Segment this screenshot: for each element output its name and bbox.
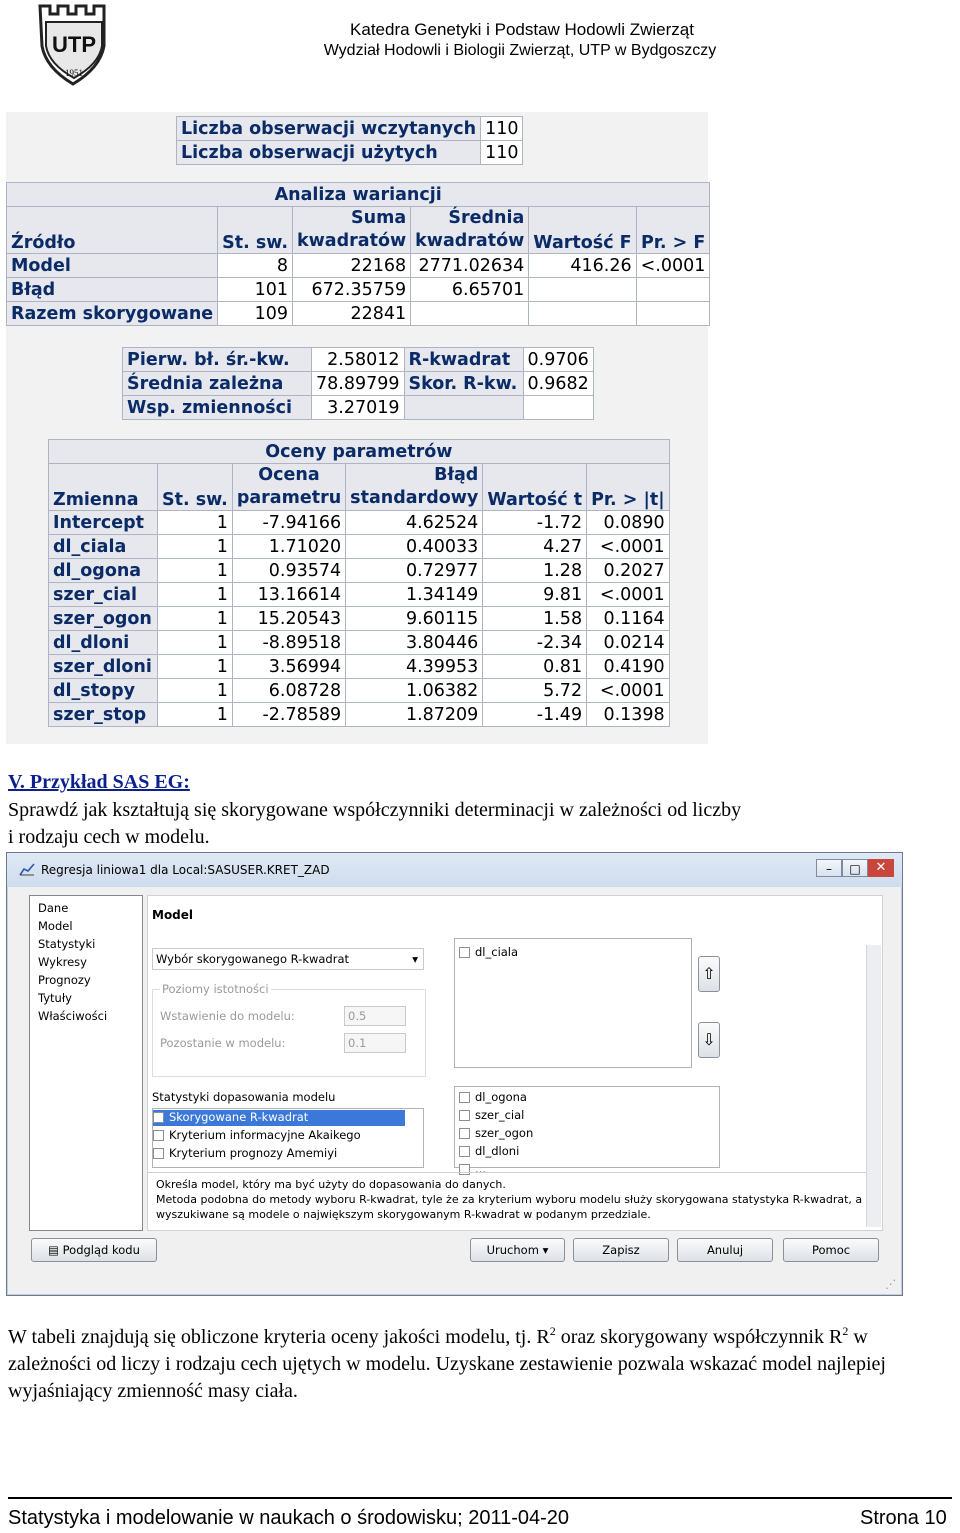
params-cell: 1.71020	[232, 535, 345, 559]
fit-label	[404, 396, 523, 420]
params-row	[49, 559, 670, 583]
params-cell: 0.81	[483, 655, 587, 679]
parameter-estimates-table	[48, 439, 670, 727]
anova-cell	[529, 278, 636, 302]
anova-cell	[411, 302, 529, 326]
params-cell: -2.78589	[232, 703, 345, 727]
params-cell: 0.1398	[587, 703, 670, 727]
params-cell: 1	[158, 511, 233, 535]
fit-stats-label: Statystyki dopasowania modelu	[152, 1090, 336, 1104]
dialog-titlebar[interactable]	[7, 853, 902, 887]
params-header: Błąd standardowy	[346, 464, 483, 511]
params-cell: 1.87209	[346, 703, 483, 727]
params-cell: 0.2027	[587, 559, 670, 583]
anova-cell: 6.65701	[411, 278, 529, 302]
maximize-icon[interactable]: □	[842, 859, 868, 877]
obs-used-value: 110	[481, 141, 523, 165]
params-cell: -8.89518	[232, 631, 345, 655]
anova-cell: <.0001	[636, 254, 710, 278]
params-cell: 4.39953	[346, 655, 483, 679]
fit-stat-item[interactable]: Kryterium informacyjne Akaikego	[153, 1128, 361, 1142]
chevron-down-icon: ▾	[412, 952, 418, 966]
cancel-button[interactable]: Anuluj	[677, 1238, 773, 1262]
params-cell: 1	[158, 655, 233, 679]
params-cell: 1	[158, 607, 233, 631]
fit-label: Średnia zależna	[123, 372, 312, 396]
save-button[interactable]: Zapisz	[573, 1238, 669, 1262]
anova-header: Wartość F	[529, 207, 636, 254]
footer-left: Statystyka i modelowanie w naukach o środowisku; 2011-04-20	[8, 1507, 570, 1529]
footer-divider	[8, 1497, 952, 1499]
obs-read-value: 110	[481, 117, 523, 141]
anova-table	[6, 182, 710, 326]
var-item[interactable]: szer_ogon	[459, 1126, 533, 1140]
params-cell: <.0001	[587, 535, 670, 559]
anova-cell	[529, 302, 636, 326]
scrollbar[interactable]	[866, 945, 881, 1227]
chart-app-icon	[19, 862, 35, 876]
paragraph-1-line-2: i rodzaju cech w modelu.	[8, 826, 210, 848]
params-cell: 0.93574	[232, 559, 345, 583]
fit-label: Skor. R-kw.	[404, 372, 523, 396]
panel-title: Model	[152, 908, 194, 922]
stay-label: Pozostanie w modelu:	[160, 1036, 286, 1050]
params-cell: 9.60115	[346, 607, 483, 631]
params-cell: 1.58	[483, 607, 587, 631]
move-up-icon[interactable]: ⇧	[698, 956, 720, 992]
nav-item-dane[interactable]: Dane	[38, 901, 69, 915]
available-vars-list	[454, 1086, 720, 1176]
params-header: St. sw.	[158, 464, 233, 511]
anova-cell: 22841	[293, 302, 411, 326]
anova-header: Źródło	[7, 207, 218, 254]
params-header: Ocena parametru	[232, 464, 345, 511]
info-line-3: wyszukiwane są modele o największym skorygowanym R-kwadrat w podanym przedziale.	[156, 1208, 651, 1221]
params-cell: dl_dloni	[49, 631, 158, 655]
utp-logo	[32, 2, 116, 88]
obs-read-label: Liczba obserwacji wczytanych	[177, 117, 481, 141]
info-line-1: Określa model, który ma być użyty do dopasowania do danych.	[156, 1178, 506, 1191]
params-cell: 1.06382	[346, 679, 483, 703]
params-header: Zmienna	[49, 464, 158, 511]
params-cell: 6.08728	[232, 679, 345, 703]
var-item[interactable]: ...	[459, 1162, 486, 1176]
nav-item-wykresy[interactable]: Wykresy	[38, 955, 87, 969]
levels-label: Poziomy istotności	[162, 982, 269, 996]
fit-value	[523, 396, 593, 420]
fit-value: 3.27019	[312, 396, 405, 420]
anova-cell	[636, 302, 710, 326]
params-cell: 0.0890	[587, 511, 670, 535]
params-cell: 13.16614	[232, 583, 345, 607]
dialog-title: Regresja liniowa1 dla Local:SASUSER.KRET_ZAD	[41, 863, 330, 877]
resize-grip-icon[interactable]: ⋰	[885, 1277, 897, 1291]
params-cell: 3.56994	[232, 655, 345, 679]
params-cell: 4.27	[483, 535, 587, 559]
nav-item-model[interactable]: Model	[38, 919, 73, 933]
fit-stat-item[interactable]: Kryterium prognozy Amemiyi	[153, 1146, 337, 1160]
anova-cell: 2771.02634	[411, 254, 529, 278]
paragraph-1-line-1: Sprawdź jak kształtują się skorygowane współczynniki determinacji w zależności od liczby	[8, 799, 742, 821]
params-cell: 1	[158, 535, 233, 559]
params-header: Wartość t	[483, 464, 587, 511]
anova-cell: Model	[7, 254, 218, 278]
page-number: Strona 10	[860, 1507, 947, 1529]
anova-header: St. sw.	[218, 207, 293, 254]
fit-value: 0.9682	[523, 372, 593, 396]
section-title: V. Przykład SAS EG:	[8, 771, 190, 793]
anova-cell: 22168	[293, 254, 411, 278]
fit-statistics-table	[122, 347, 594, 420]
params-cell: dl_ciala	[49, 535, 158, 559]
fit-value: 2.58012	[312, 348, 405, 372]
params-cell: 5.72	[483, 679, 587, 703]
params-cell: 1	[158, 679, 233, 703]
model-panel	[147, 895, 883, 1231]
minimize-icon[interactable]: –	[816, 859, 842, 877]
selected-var-item[interactable]: dl_ciala	[459, 945, 518, 959]
params-cell: 0.4190	[587, 655, 670, 679]
fit-value: 78.89799	[312, 372, 405, 396]
nav-item-prognozy[interactable]: Prognozy	[38, 973, 91, 987]
params-cell: szer_ogon	[49, 607, 158, 631]
anova-cell: 416.26	[529, 254, 636, 278]
sas-output-screenshot	[6, 112, 708, 744]
params-cell: 0.72977	[346, 559, 483, 583]
params-cell: 3.80446	[346, 631, 483, 655]
entry-field[interactable]: 0.5	[344, 1006, 406, 1026]
anova-header: Pr. > F	[636, 207, 710, 254]
params-cell: 1	[158, 559, 233, 583]
obs-used-label: Liczba obserwacji użytych	[177, 141, 481, 165]
anova-cell: 672.35759	[293, 278, 411, 302]
params-cell: 15.20543	[232, 607, 345, 631]
var-item[interactable]: szer_cial	[459, 1108, 524, 1122]
stay-field[interactable]: 0.1	[344, 1033, 406, 1053]
params-row	[49, 511, 670, 535]
params-cell: 0.0214	[587, 631, 670, 655]
params-row	[49, 607, 670, 631]
params-cell: szer_cial	[49, 583, 158, 607]
params-cell: 1	[158, 631, 233, 655]
params-cell: dl_ogona	[49, 559, 158, 583]
params-cell: -1.72	[483, 511, 587, 535]
fit-label: R-kwadrat	[404, 348, 523, 372]
params-cell: 9.81	[483, 583, 587, 607]
var-item[interactable]: dl_ogona	[459, 1090, 527, 1104]
anova-cell: 101	[218, 278, 293, 302]
move-down-icon[interactable]: ⇩	[698, 1022, 720, 1058]
fit-value: 0.9706	[523, 348, 593, 372]
params-cell: 0.40033	[346, 535, 483, 559]
anova-header: Suma kwadratów	[293, 207, 411, 254]
linear-regression-dialog	[6, 852, 903, 1296]
params-cell: -7.94166	[232, 511, 345, 535]
params-cell: 1	[158, 583, 233, 607]
header-line-2: Wydział Hodowli i Biologii Zwierząt, UTP w Bydgoszczy	[323, 42, 717, 59]
params-row	[49, 703, 670, 727]
params-cell: <.0001	[587, 583, 670, 607]
entry-label: Wstawienie do modelu:	[160, 1009, 295, 1023]
info-line-2: Metoda podobna do metody wyboru R-kwadrat, tyle że za kryterium wyboru modelu służy skorygowana statystyka R-kwadrat, a	[156, 1193, 863, 1206]
params-cell: <.0001	[587, 679, 670, 703]
close-icon[interactable]: ✕	[868, 859, 894, 877]
params-cell: 4.62524	[346, 511, 483, 535]
nav-item-wlasciwosci[interactable]: Właściwości	[38, 1009, 108, 1023]
dialog-nav-list	[29, 895, 143, 1231]
params-cell: szer_dloni	[49, 655, 158, 679]
code-icon: ▤	[48, 1243, 59, 1257]
divider	[148, 1172, 880, 1173]
observations-table	[176, 116, 523, 165]
fit-stats-list	[152, 1108, 424, 1168]
params-cell: 1	[158, 703, 233, 727]
params-cell: 1.28	[483, 559, 587, 583]
fit-label: Pierw. bł. śr.-kw.	[123, 348, 312, 372]
params-row	[49, 679, 670, 703]
params-cell: Intercept	[49, 511, 158, 535]
method-select[interactable]	[152, 948, 424, 970]
anova-cell: 8	[218, 254, 293, 278]
anova-cell: 109	[218, 302, 293, 326]
fit-stat-item-selected[interactable]: Skorygowane R-kwadrat	[153, 1110, 405, 1126]
params-cell: 0.1164	[587, 607, 670, 631]
var-item[interactable]: dl_dloni	[459, 1144, 519, 1158]
logo-text: UTP	[52, 32, 96, 57]
help-button[interactable]: Pomoc	[783, 1238, 879, 1262]
params-row	[49, 535, 670, 559]
params-cell: -1.49	[483, 703, 587, 727]
params-cell: szer_stop	[49, 703, 158, 727]
anova-cell	[636, 278, 710, 302]
paragraph-2: W tabeli znajdują się obliczone kryteria oceny jakości modelu, tj. $R^2$ oraz skorygowany współczynnik $R^2$ w zależności od liczy i rodzaju cech ujętych w modelu. Uzyskane zestawienie pozwala wskazać model najlepiej wyjaśniający zmienność masy ciała.	[8, 1324, 886, 1402]
params-cell: 1.34149	[346, 583, 483, 607]
params-header: Pr. > |t|	[587, 464, 670, 511]
chevron-down-icon: ▾	[542, 1243, 549, 1257]
anova-cell: Błąd	[7, 278, 218, 302]
anova-caption: Analiza wariancji	[7, 183, 710, 207]
logo-year: 1951	[65, 68, 83, 78]
anova-header: Średnia kwadratów	[411, 207, 529, 254]
params-row	[49, 583, 670, 607]
selected-vars-list	[454, 938, 692, 1068]
params-cell: -2.34	[483, 631, 587, 655]
method-select-value: Wybór skorygowanego R-kwadrat	[156, 952, 350, 966]
params-row	[49, 655, 670, 679]
run-button[interactable]: Uruchom ▾	[470, 1238, 565, 1262]
params-cell: dl_stopy	[49, 679, 158, 703]
nav-item-statystyki[interactable]: Statystyki	[38, 937, 96, 951]
nav-item-tytuly[interactable]: Tytuły	[38, 991, 72, 1005]
params-caption: Oceny parametrów	[49, 440, 670, 464]
fit-label: Wsp. zmienności	[123, 396, 312, 420]
params-row	[49, 631, 670, 655]
preview-code-button[interactable]: ▤ Podgląd kodu	[31, 1238, 157, 1262]
anova-cell: Razem skorygowane	[7, 302, 218, 326]
header-line-1: Katedra Genetyki i Podstaw Hodowli Zwierząt	[350, 20, 694, 39]
